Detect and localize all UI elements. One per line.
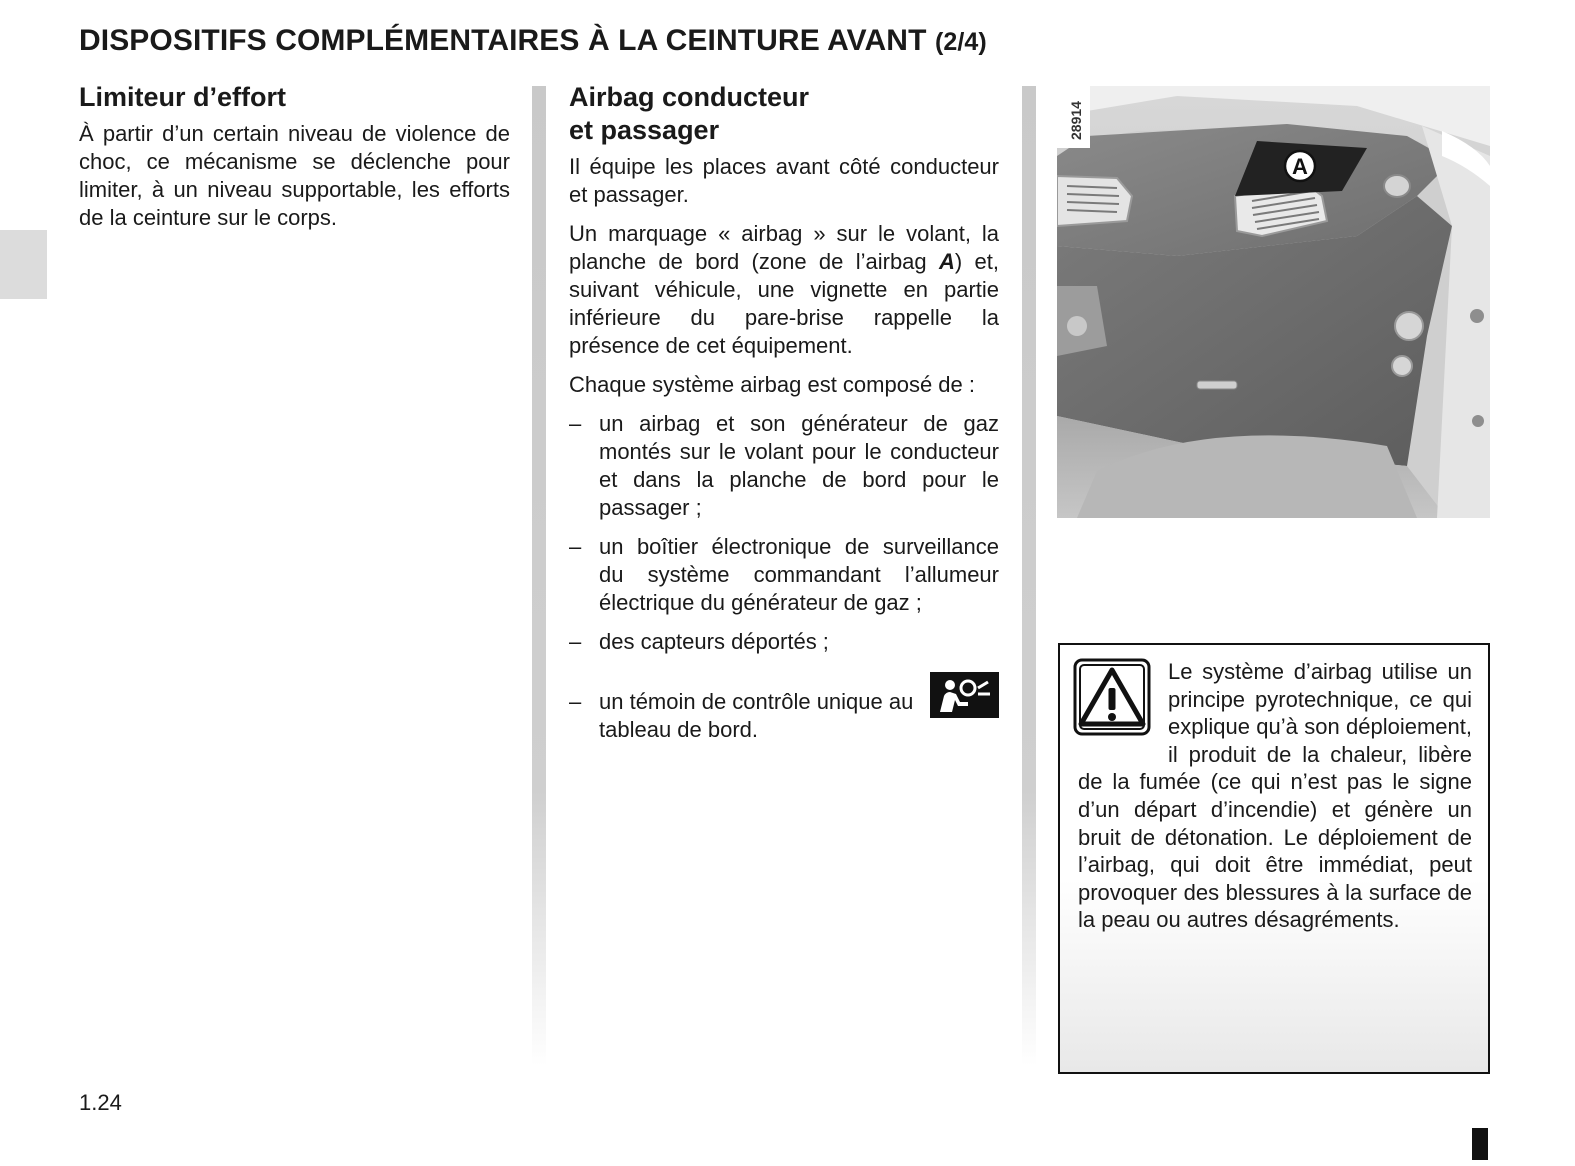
zone-marker-label: A [1292,154,1308,179]
icon-spacer [1078,658,1168,766]
airbag-paragraph-2 [569,220,999,360]
component-list [569,410,999,744]
warning-box [1058,643,1490,1074]
section-heading-airbag [569,81,999,147]
zone-marker-ref: A [938,249,955,274]
list-dash: – [569,534,582,559]
column-divider [532,86,546,1066]
para2-before: Un marquage « airbag » sur le volant, la planche de bord (zone de l’airbag [569,221,999,274]
dashboard-illustration [1057,86,1490,518]
page-title-text: DISPOSITIFS COMPLÉMENTAIRES À LA CEINTURE AVANT [79,24,927,57]
warning-text: Le système d’airbag utilise un principe pyrotechnique, ce qui explique qu’à son déploiement, il produit de la chaleur, libère de la fumée (ce qui n’est pas le signe d’un départ d’incendie) et génère un bruit de détonation. Le déploiement de l’airbag, qui doit être immédiat, peut provoquer des blessures à la surface de la peau ou autres désagréments. [1078,659,1472,933]
page-edge-marker [1472,1128,1488,1160]
heading-line-2: et passager [569,115,720,145]
airbag-paragraph-1: Il équipe les places avant côté conducteur et passager. [569,154,999,207]
section-heading-limiteur: Limiteur d’effort [79,82,286,112]
left-column [79,81,510,243]
list-item [569,628,999,656]
list-dash: – [569,689,582,714]
airbag-paragraph-3: Chaque système airbag est composé de : [569,372,976,397]
list-item [569,410,999,522]
page-part-indicator: (2/4) [934,28,987,56]
column-divider [1022,86,1036,1066]
dashboard-photo [1057,86,1490,518]
middle-column [569,81,999,755]
list-dash: – [569,629,582,654]
heading-line-1: Airbag conducteur [569,82,810,112]
airbag-warning-light-icon [930,672,999,718]
page-number: 1.24 [79,1090,122,1115]
list-item-text: des capteurs déportés ; [599,629,829,654]
list-item [569,533,999,617]
warning-text-block [1078,658,1472,934]
page-title [79,24,987,58]
para2-after: ) et, suivant véhicule, une vignette en partie inférieure du pare-brise rappelle la présence de cet équipement. [569,249,999,358]
list-item-text: un airbag et son générateur de gaz montés sur le volant pour le conducteur et dans la planche de bord pour le passager ; [599,411,999,520]
list-item-text: un témoin de contrôle unique au tableau de bord. [599,689,914,742]
list-dash: – [569,411,582,436]
chapter-side-tab [0,230,47,299]
list-item [569,672,999,744]
limiteur-paragraph: À partir d’un certain niveau de violence de choc, ce mécanisme se déclenche pour limiter, à un niveau supportable, les efforts de la ceinture sur le corps. [79,121,510,230]
list-item-text: un boîtier électronique de surveillance du système commandant l’allumeur électrique du générateur de gaz ; [599,534,999,615]
figure-code: 28914 [1068,101,1084,140]
